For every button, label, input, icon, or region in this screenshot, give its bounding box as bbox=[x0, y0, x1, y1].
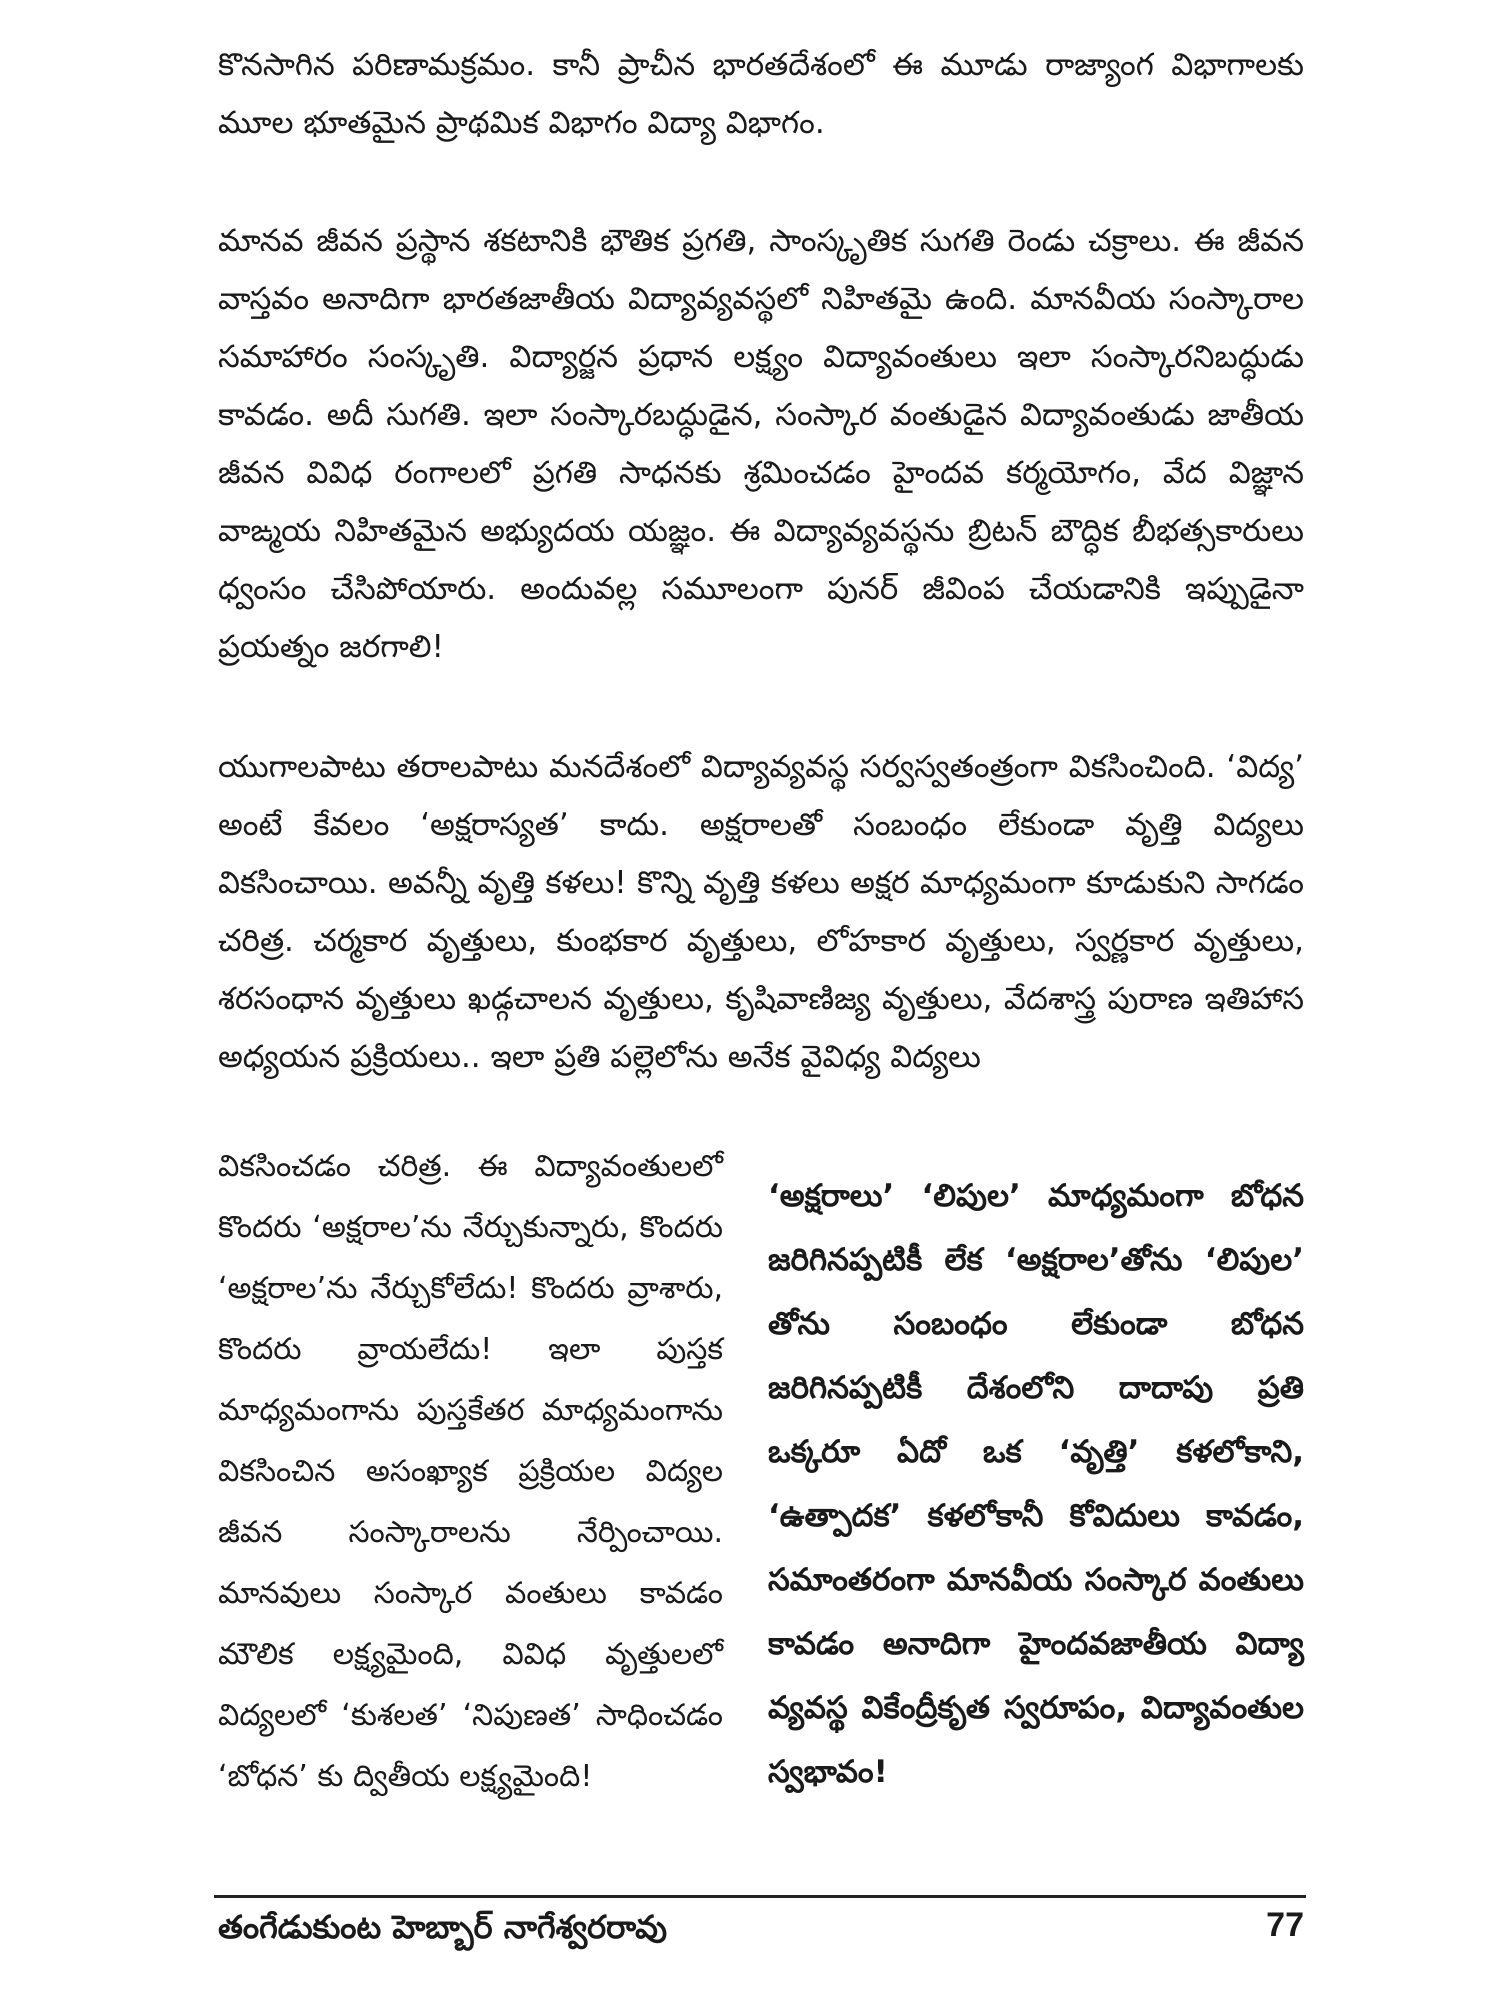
paragraph-4-left-column: వికసించడం చరిత్ర. ఈ విద్యావంతులలో కొందరు ‘అక్షరాల’ను నేర్చుకున్నారు, కొందరు ‘అక్షరాల’ను నేర్చుకోలేదు! కొందరు వ్రాశారు, కొందరు వ్రాయలేదు! ఇలా పుస్తక మాధ్యమంగాను పుస్తకేతర మాధ్యమంగాను వికసించిన అసంఖ్యాక ప్రక్రియల విద్యల జీవన సంస్కారాలను నేర్పించాయి. మానవులు సంస్కార వంతులు కావడం మౌలిక లక్ష్యమైంది, వివిధ వృత్తులలో విద్యలలో ‘కుశలత’ ‘నిపుణత’ సాధించడం ‘బోధన’ కు ద్వితీయ లక్ష్యమైంది! bbox=[218, 1149, 723, 1794]
page-number: 77 bbox=[1266, 1906, 1304, 1944]
paragraph-1: కొనసాగిన పరిణామక్రమం. కానీ ప్రాచీన భారతదేశంలో ఈ మూడు రాజ్యాంగ విభాగాలకు మూల భూతమైన ప్రాథమిక విభాగం విద్యా విభాగం. bbox=[218, 47, 1304, 141]
paragraph-2: మానవ జీవన ప్రస్థాన శకటానికి భౌతిక ప్రగతి, సాంస్కృతిక సుగతి రెండు చక్రాలు. ఈ జీవన వాస్తవం అనాదిగా భారతజాతీయ విద్యావ్యవస్థలో నిహితమై ఉంది. మానవీయ సంస్కారాల సమాహారం సంస్కృతి. విద్యార్జన ప్రధాన లక్ష్యం విద్యావంతులు ఇలా సంస్కారనిబద్ధుడు కావడం. అదీ సుగతి. ఇలా సంస్కారబద్ధుడైన, సంస్కార వంతుడైన విద్యావంతుడు జాతీయ జీవన వివిధ రంగాలలో ప్రగతి సాధనకు శ్రమించడం హైందవ కర్మయోగం, వేద విజ్ఞాన వాఙ్మయ నిహితమైన అభ్యుదయ యజ్ఞం. ఈ విద్యావ్యవస్థను బ్రిటన్ బౌద్ధిక బీభత్సకారులు ధ్వంసం చేసిపోయారు. అందువల్ల సమూలంగా పునర్ జీవింప చేయడానికి ఇప్పుడైనా ప్రయత్నం జరగాలి! bbox=[218, 223, 1304, 665]
footer-author-name: తంగేడుకుంట హెబ్బార్ నాగేశ్వరరావు bbox=[218, 1908, 668, 1946]
footer-divider bbox=[214, 1895, 1306, 1898]
pull-quote: ‘అక్షరాలు’ ‘లిపుల’ మాధ్యమంగా బోధన జరిగినప్పటికీ లేక ‘అక్షరాల’తోను ‘లిపుల’ తోను సంబంధం లేకుండా బోధన జరిగినప్పటికీ దేశంలోని దాదాపు ప్రతి ఒక్కరూ ఏదో ఒక ‘వృత్తి’ కళలోకాని, ‘ఉత్పాదక’ కళలోకానీ కోవిదులు కావడం, సమాంతరంగా మానవీయ సంస్కార వంతులు కావడం అనాదిగా హైందవజాతీయ విద్యా వ్యవస్థ వికేంద్రీకృత స్వరూపం, విద్యావంతుల స్వభావం! bbox=[768, 1178, 1304, 1790]
paragraph-3: యుగాలపాటు తరాలపాటు మనదేశంలో విద్యావ్యవస్థ సర్వస్వతంత్రంగా వికసించింది. ‘విద్య’ అంటే కేవలం ‘అక్షరాస్యత’ కాదు. అక్షరాలతో సంబంధం లేకుండా వృత్తి విద్యలు వికసించాయి. అవన్నీ వృత్తి కళలు! కొన్ని వృత్తి కళలు అక్షర మాధ్యమంగా కూడుకుని సాగడం చరిత్ర. చర్మకార వృత్తులు, కుంభకార వృత్తులు, లోహకార వృత్తులు, స్వర్ణకార వృత్తులు, శరసంధాన వృత్తులు ఖడ్గచాలన వృత్తులు, కృషివాణిజ్య వృత్తులు, వేదశాస్త్ర పురాణ ఇతిహాస అధ్యయన ప్రక్రియలు.. ఇలా ప్రతి పల్లెలోను అనేక వైవిధ్య విద్యలు bbox=[218, 749, 1304, 1075]
